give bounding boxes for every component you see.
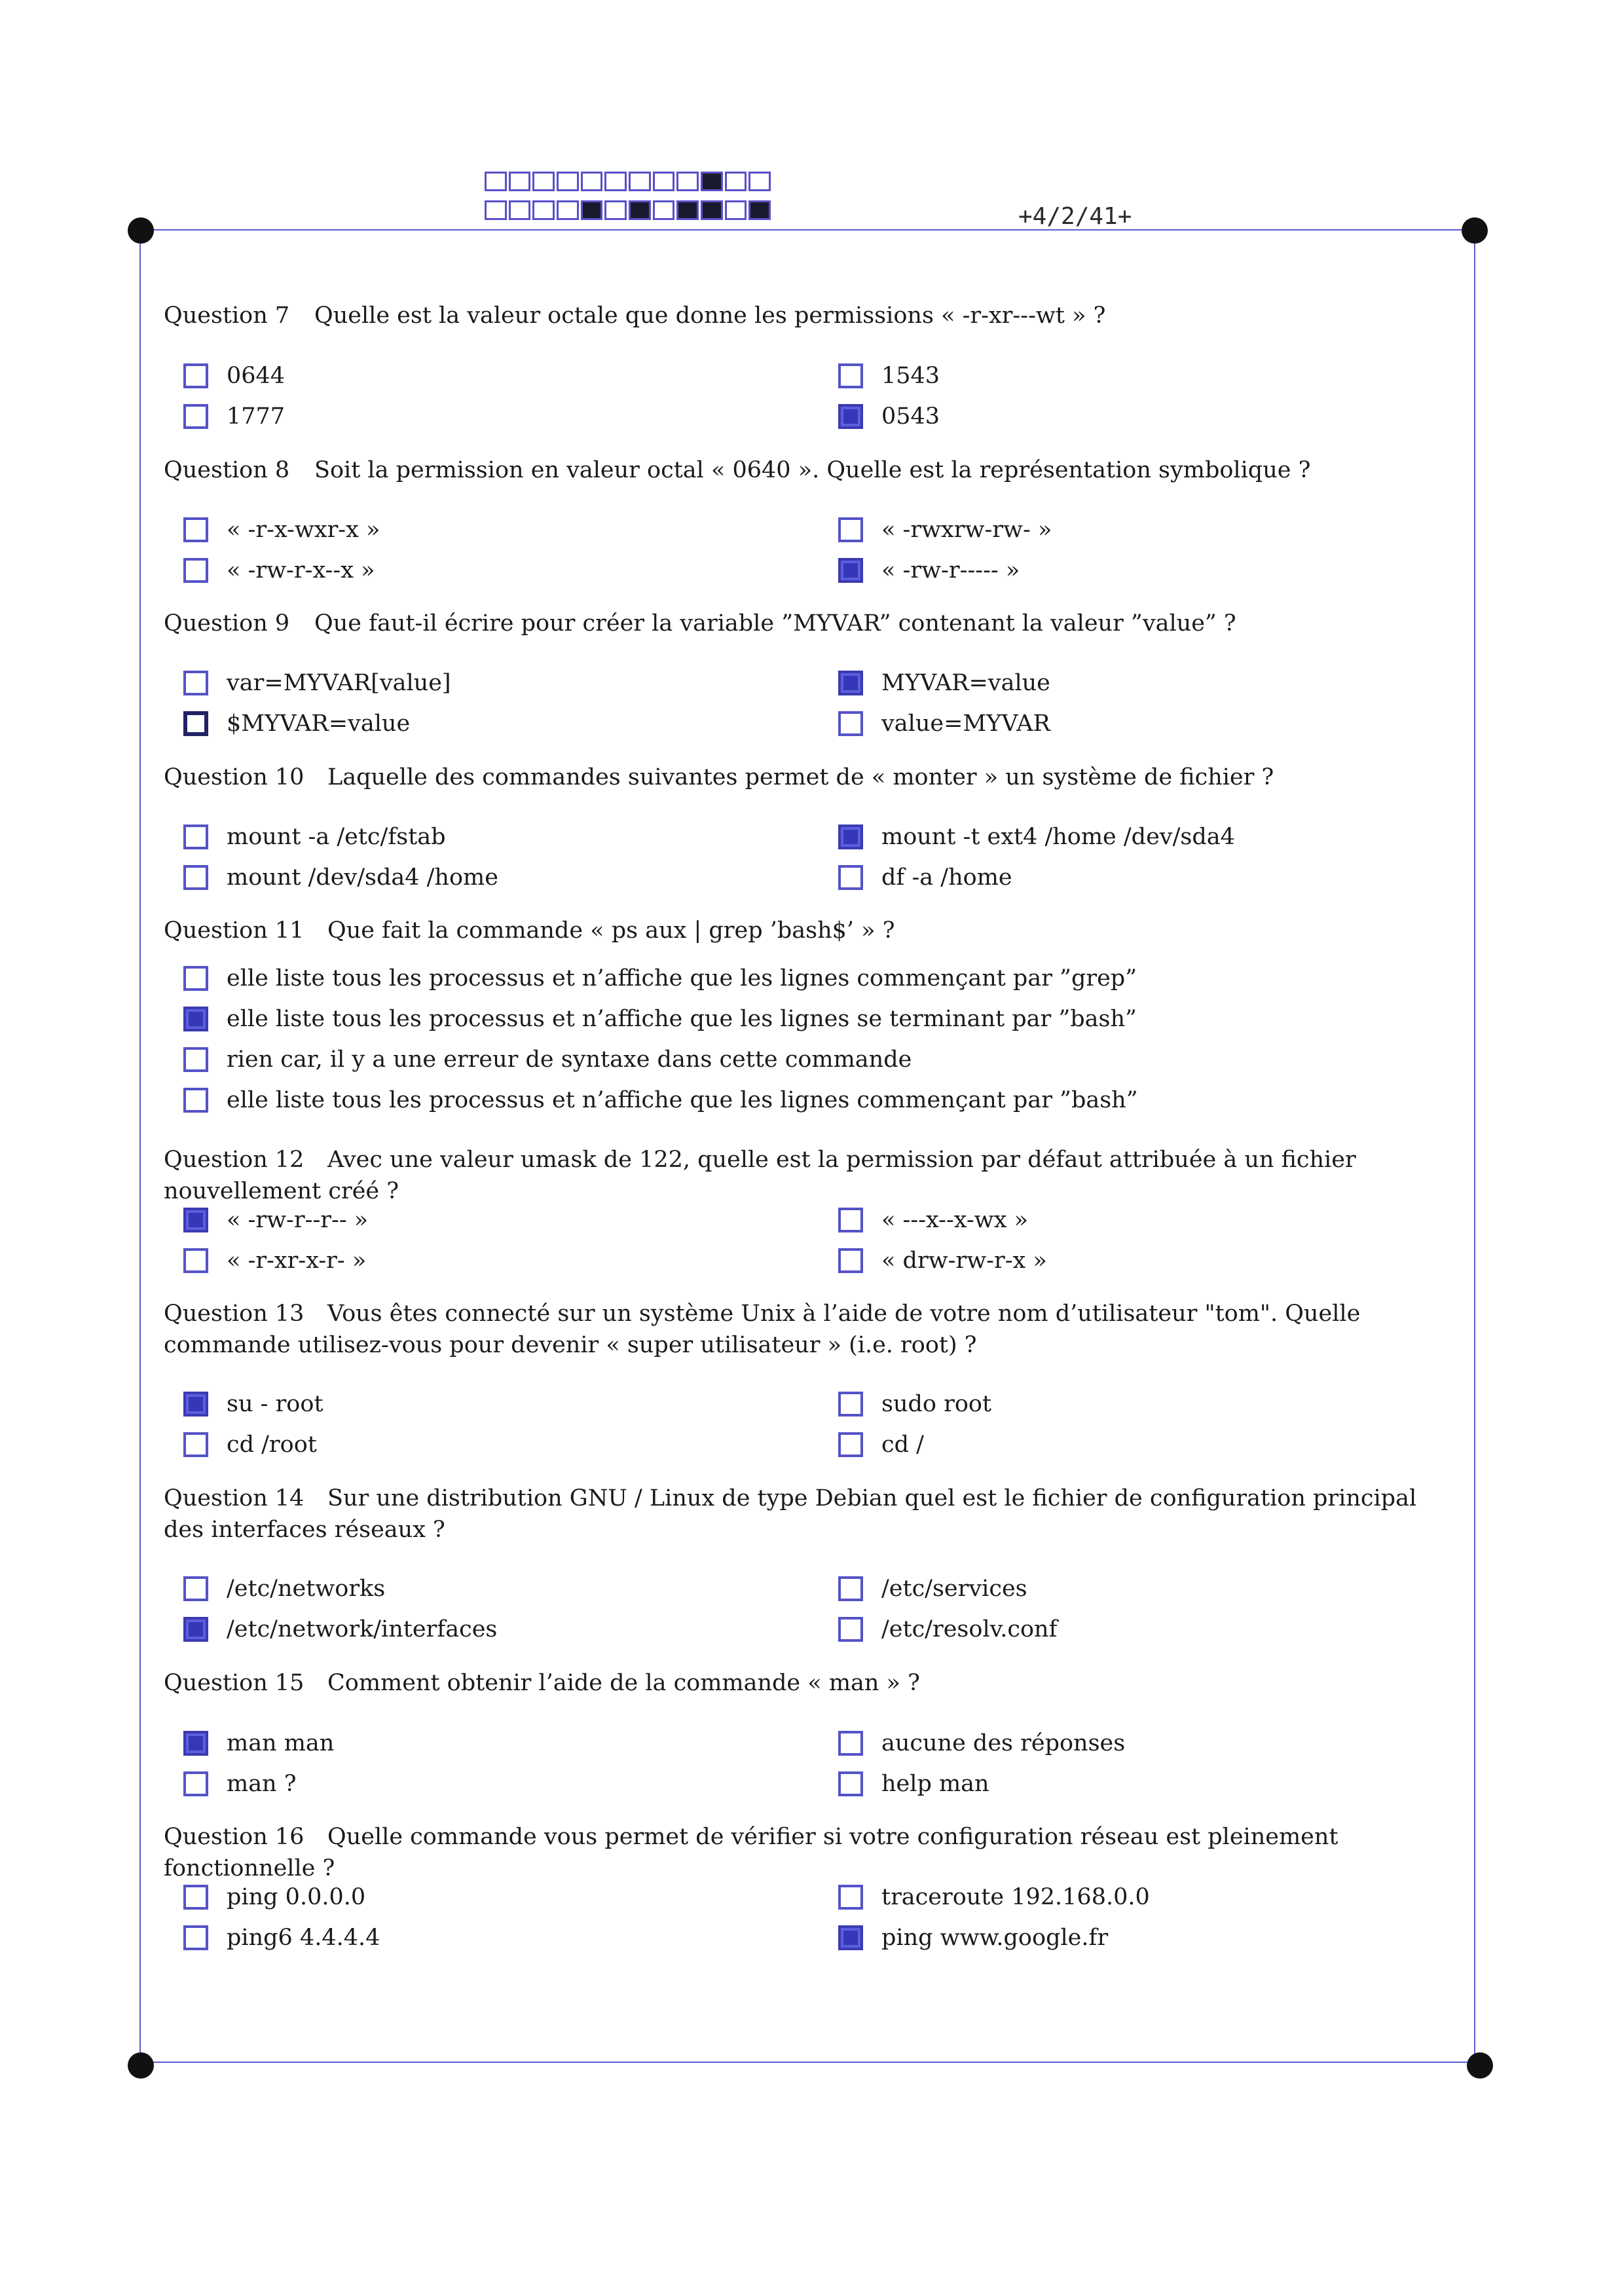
option[interactable] <box>183 1206 368 1234</box>
option-label: sudo root <box>881 1391 992 1417</box>
option[interactable] <box>838 1883 1150 1912</box>
option[interactable] <box>838 1729 1125 1758</box>
question-number: Question 14 <box>164 1485 304 1511</box>
option-label: help man <box>881 1771 989 1797</box>
question-text: Quelle est la valeur octale que donne les permissions « -r-xr---wt » ? <box>314 303 1106 329</box>
checkbox[interactable] <box>183 1088 208 1113</box>
option-label: « -r-x-wxr-x » <box>227 517 380 543</box>
question-text: Vous êtes connecté sur un système Unix à l’aide de votre nom d’utilisateur "tom". Quelle commande utilisez-vous pour devenir « super utilisateur » (i.e. root) ? <box>164 1301 1361 1358</box>
option-label: « -rwxrw-rw- » <box>881 517 1052 543</box>
option-label: MYVAR=value <box>881 670 1050 696</box>
option[interactable] <box>838 1246 1047 1275</box>
checkbox-checked[interactable] <box>838 824 863 849</box>
option-label: ping www.google.fr <box>881 1925 1109 1951</box>
option[interactable] <box>838 1769 989 1798</box>
barcode-cell <box>676 172 699 191</box>
question-number: Question 8 <box>164 457 290 483</box>
option[interactable] <box>183 556 375 585</box>
checkbox-checked[interactable] <box>183 1617 208 1642</box>
question-7 <box>164 300 1473 331</box>
option-label: ping 0.0.0.0 <box>227 1884 366 1910</box>
corner-marker-top-left <box>128 217 154 244</box>
option-label: « -r-xr-x-r- » <box>227 1248 367 1274</box>
option[interactable] <box>838 1615 1058 1644</box>
option-label: aucune des réponses <box>881 1730 1126 1756</box>
checkbox[interactable] <box>838 1731 863 1756</box>
barcode-cell <box>629 172 651 191</box>
checkbox[interactable] <box>183 363 208 388</box>
barcode-cell <box>509 200 531 220</box>
checkbox[interactable] <box>183 671 208 695</box>
checkbox[interactable] <box>838 1771 863 1796</box>
option-label: rien car, il y a une erreur de syntaxe dans cette commande <box>227 1046 912 1073</box>
id-barcode-row-2 <box>485 200 773 220</box>
option[interactable] <box>838 669 1050 697</box>
option[interactable] <box>183 361 285 390</box>
option[interactable] <box>838 863 1012 892</box>
option[interactable] <box>838 556 1020 585</box>
option-label: mount /dev/sda4 /home <box>227 864 498 891</box>
checkbox[interactable] <box>183 1248 208 1273</box>
barcode-cell <box>604 172 627 191</box>
checkbox[interactable] <box>838 1885 863 1910</box>
checkbox[interactable] <box>183 517 208 542</box>
checkbox[interactable] <box>838 1576 863 1601</box>
option[interactable] <box>183 515 380 544</box>
option[interactable] <box>183 1430 317 1459</box>
option-label: $MYVAR=value <box>227 711 411 737</box>
checkbox[interactable] <box>183 1576 208 1601</box>
option[interactable] <box>183 823 446 851</box>
option-label: su - root <box>227 1391 323 1417</box>
option-label: /etc/network/interfaces <box>227 1616 498 1642</box>
checkbox[interactable] <box>183 824 208 849</box>
option[interactable] <box>183 1086 1138 1115</box>
option[interactable] <box>183 709 410 738</box>
checkbox[interactable] <box>838 1392 863 1416</box>
option[interactable] <box>183 1615 497 1644</box>
option-label: mount -t ext4 /home /dev/sda4 <box>881 824 1235 850</box>
option-label: elle liste tous les processus et n’affiche que les lignes commençant par ”bash” <box>227 1087 1138 1113</box>
option-label: elle liste tous les processus et n’affiche que les lignes se terminant par ”bash” <box>227 1006 1137 1032</box>
option-label: /etc/networks <box>227 1576 386 1602</box>
question-text: Comment obtenir l’aide de la commande « man » ? <box>327 1670 920 1696</box>
option[interactable] <box>838 1206 1028 1234</box>
option-label: « ---x--x-wx » <box>881 1207 1028 1233</box>
checkbox[interactable] <box>183 1885 208 1910</box>
checkbox[interactable] <box>838 1208 863 1232</box>
barcode-cell <box>532 172 555 191</box>
barcode-cell <box>725 200 747 220</box>
barcode-cell <box>509 172 531 191</box>
barcode-cell <box>557 200 579 220</box>
barcode-cell <box>748 172 771 191</box>
question-13 <box>164 1298 1454 1361</box>
question-number: Question 9 <box>164 610 290 637</box>
checkbox[interactable] <box>183 558 208 583</box>
checkbox[interactable] <box>183 865 208 890</box>
option-label: var=MYVAR[value] <box>227 670 451 696</box>
option-label: « -rw-r----- » <box>881 557 1020 583</box>
option[interactable] <box>838 402 940 431</box>
barcode-cell <box>485 200 507 220</box>
option[interactable] <box>183 1769 297 1798</box>
option[interactable] <box>183 1923 380 1952</box>
checkbox[interactable] <box>183 966 208 991</box>
barcode-cell <box>676 200 699 220</box>
checkbox-checked[interactable] <box>838 671 863 695</box>
question-15 <box>164 1667 1473 1699</box>
barcode-cell <box>485 172 507 191</box>
barcode-cell <box>581 172 603 191</box>
option[interactable] <box>838 361 940 390</box>
question-number: Question 11 <box>164 917 304 944</box>
option-label: « -rw-r--r-- » <box>227 1207 369 1233</box>
option-label: elle liste tous les processus et n’affiche que les lignes commençant par ”grep” <box>227 965 1137 991</box>
checkbox[interactable] <box>838 363 863 388</box>
sheet-id: +4/2/41+ <box>1018 203 1132 230</box>
option[interactable] <box>183 1246 366 1275</box>
checkbox[interactable] <box>838 1432 863 1457</box>
question-12 <box>164 1144 1473 1207</box>
barcode-cell <box>581 200 603 220</box>
checkbox[interactable] <box>838 1617 863 1642</box>
option-label: « drw-rw-r-x » <box>881 1248 1047 1274</box>
option[interactable] <box>183 1883 365 1912</box>
checkbox[interactable] <box>183 404 208 429</box>
checkbox[interactable] <box>183 711 208 736</box>
question-14 <box>164 1483 1454 1546</box>
option[interactable] <box>183 1005 1137 1033</box>
option-label: mount -a /etc/fstab <box>227 824 446 850</box>
option-label: cd /root <box>227 1432 317 1458</box>
option[interactable] <box>183 1045 912 1074</box>
barcode-cell <box>725 172 747 191</box>
question-text: Laquelle des commandes suivantes permet de « monter » un système de fichier ? <box>327 764 1274 790</box>
question-text: Sur une distribution GNU / Linux de type Debian quel est le fichier de configuration principal des interfaces réseaux ? <box>164 1485 1417 1543</box>
checkbox[interactable] <box>183 1771 208 1796</box>
checkbox-checked[interactable] <box>838 1925 863 1950</box>
option[interactable] <box>838 823 1235 851</box>
option-label: man man <box>227 1730 335 1756</box>
option[interactable] <box>183 863 498 892</box>
option-label: 0644 <box>227 363 286 389</box>
option-label: ping6 4.4.4.4 <box>227 1925 380 1951</box>
question-text: Que faut-il écrire pour créer la variable ”MYVAR” contenant la valeur ”value” ? <box>314 610 1236 637</box>
question-11 <box>164 915 1473 946</box>
question-text: Quelle commande vous permet de vérifier si votre configuration réseau est pleinement fonctionnelle ? <box>164 1824 1338 1881</box>
question-number: Question 16 <box>164 1824 304 1850</box>
question-9 <box>164 608 1473 639</box>
question-8 <box>164 454 1473 486</box>
option[interactable] <box>838 1390 991 1418</box>
checkbox[interactable] <box>838 711 863 736</box>
barcode-cell <box>701 172 723 191</box>
barcode-cell <box>532 200 555 220</box>
option-label: 1543 <box>881 363 940 389</box>
option-label: 1777 <box>227 403 286 430</box>
question-10 <box>164 762 1473 793</box>
barcode-cell <box>701 200 723 220</box>
checkbox-checked[interactable] <box>838 558 863 583</box>
option[interactable] <box>183 402 285 431</box>
option-label: man ? <box>227 1771 297 1797</box>
checkbox[interactable] <box>838 865 863 890</box>
option-label: 0543 <box>881 403 940 430</box>
id-barcode-row-1 <box>485 172 773 191</box>
corner-marker-bottom-right <box>1467 2052 1493 2079</box>
option[interactable] <box>183 964 1137 993</box>
checkbox-checked[interactable] <box>183 1392 208 1416</box>
option-label: /etc/services <box>881 1576 1027 1602</box>
option-label: /etc/resolv.conf <box>881 1616 1058 1642</box>
option-label: cd / <box>881 1432 924 1458</box>
checkbox-checked[interactable] <box>183 1007 208 1031</box>
checkbox-checked[interactable] <box>838 404 863 429</box>
option[interactable] <box>838 1923 1108 1952</box>
option[interactable] <box>838 1574 1027 1603</box>
option[interactable] <box>838 709 1050 738</box>
barcode-cell <box>653 172 675 191</box>
option[interactable] <box>838 515 1052 544</box>
question-number: Question 10 <box>164 764 304 790</box>
barcode-cell <box>604 200 627 220</box>
question-text: Soit la permission en valeur octal « 0640 ». Quelle est la représentation symbolique ? <box>314 457 1311 483</box>
option-label: traceroute 192.168.0.0 <box>881 1884 1150 1910</box>
option[interactable] <box>183 669 451 697</box>
question-16 <box>164 1821 1473 1884</box>
checkbox[interactable] <box>183 1047 208 1072</box>
option-label: df -a /home <box>881 864 1012 891</box>
question-number: Question 7 <box>164 303 290 329</box>
checkbox-checked[interactable] <box>183 1731 208 1756</box>
corner-marker-top-right <box>1462 217 1488 244</box>
option-label: value=MYVAR <box>881 711 1050 737</box>
checkbox[interactable] <box>838 517 863 542</box>
barcode-cell <box>629 200 651 220</box>
checkbox-checked[interactable] <box>183 1208 208 1232</box>
question-text: Avec une valeur umask de 122, quelle est la permission par défaut attribuée à un fichier nouvellement créé ? <box>164 1147 1356 1204</box>
checkbox[interactable] <box>183 1432 208 1457</box>
corner-marker-bottom-left <box>128 2052 154 2079</box>
barcode-cell <box>557 172 579 191</box>
option[interactable] <box>183 1574 385 1603</box>
question-number: Question 15 <box>164 1670 304 1696</box>
option[interactable] <box>183 1729 334 1758</box>
checkbox[interactable] <box>183 1925 208 1950</box>
option[interactable] <box>838 1430 924 1459</box>
checkbox[interactable] <box>838 1248 863 1273</box>
barcode-cell <box>748 200 771 220</box>
option[interactable] <box>183 1390 323 1418</box>
question-number: Question 12 <box>164 1147 304 1173</box>
barcode-cell <box>653 200 675 220</box>
option-label: « -rw-r-x--x » <box>227 557 375 583</box>
question-text: Que fait la commande « ps aux | grep ’bash$’ » ? <box>327 917 895 944</box>
question-number: Question 13 <box>164 1301 304 1327</box>
